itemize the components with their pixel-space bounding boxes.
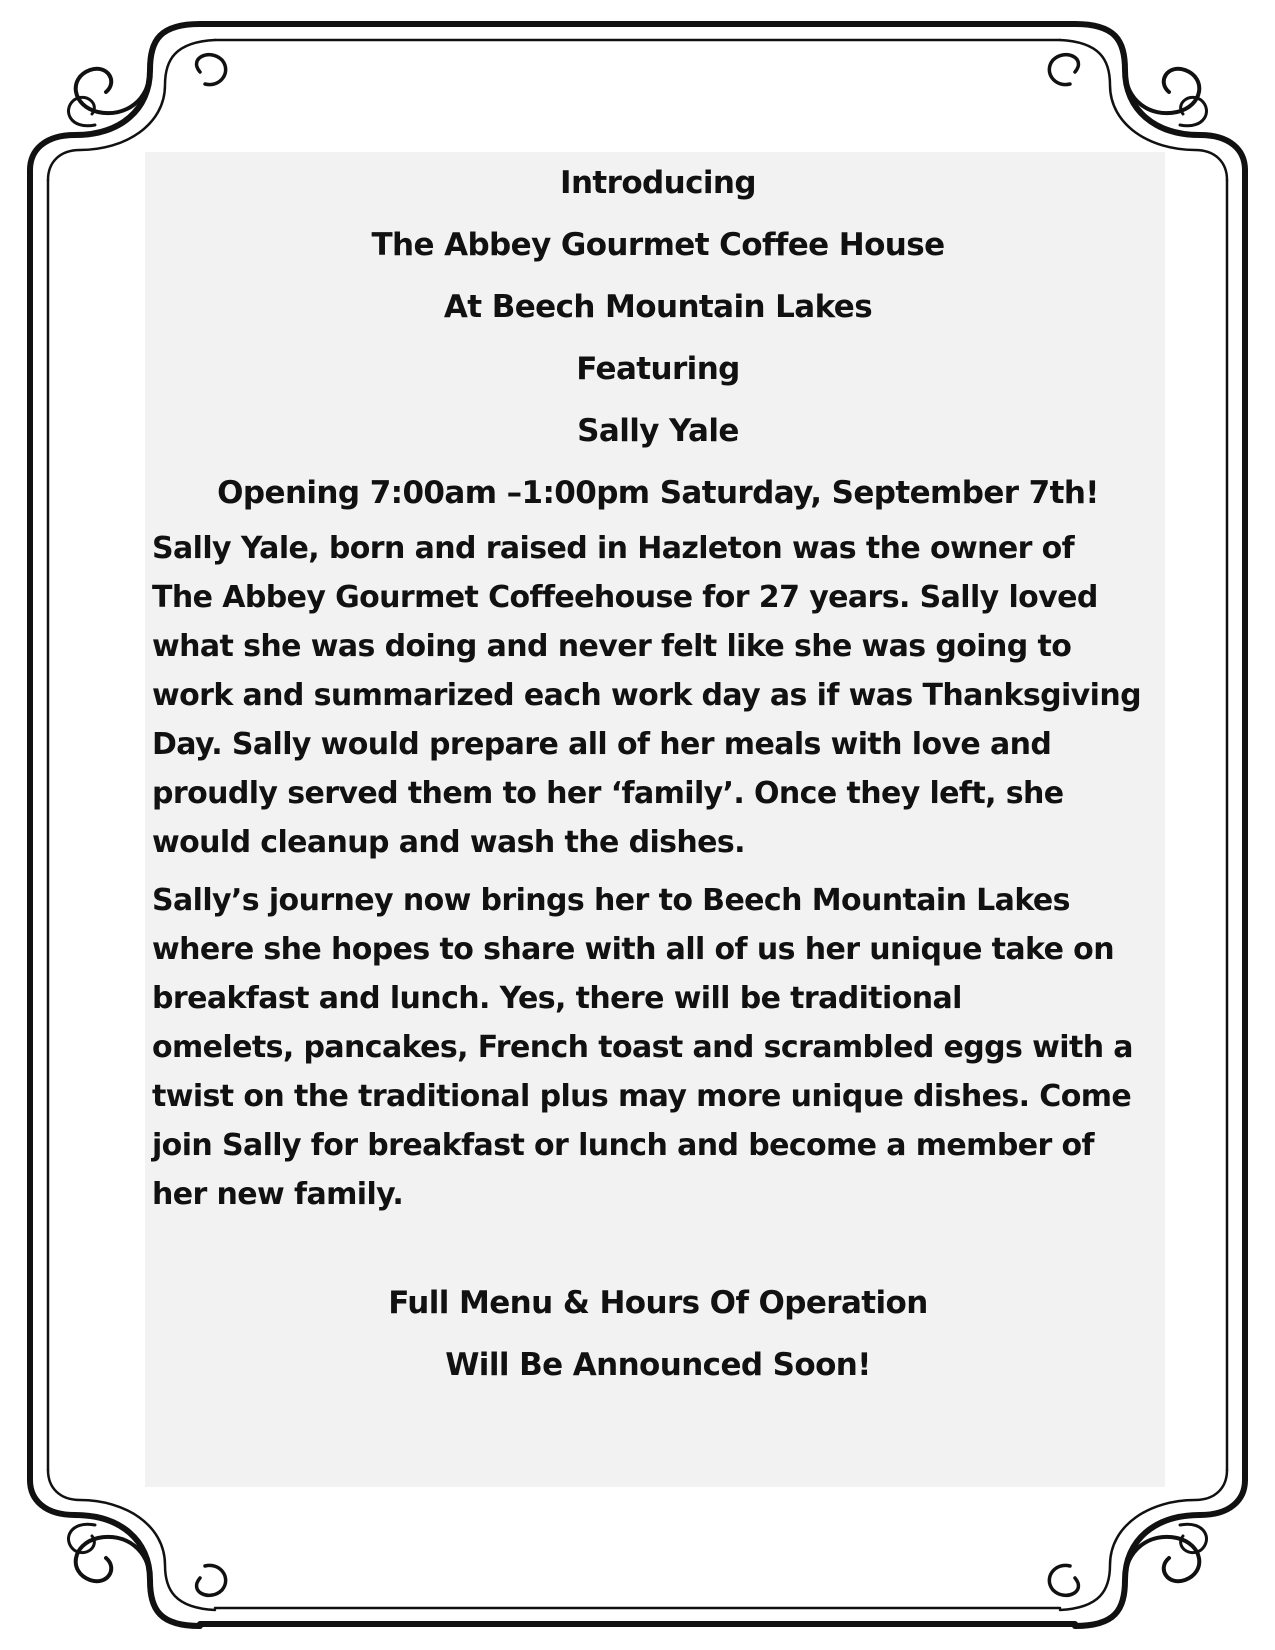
paragraph-line: would cleanup and wash the dishes.	[152, 825, 745, 860]
heading-line-location: At Beech Mountain Lakes	[443, 289, 873, 325]
heading-line-featured-person: Sally Yale	[577, 413, 739, 449]
footer-line-announced-soon: Will Be Announced Soon!	[445, 1347, 871, 1383]
paragraph-line: join Sally for breakfast or lunch and become a member of	[152, 1128, 1094, 1163]
paragraph-line: her new family.	[152, 1177, 404, 1212]
footer-line-menu-hours: Full Menu & Hours Of Operation	[388, 1285, 928, 1321]
paragraph-line: The Abbey Gourmet Coffeehouse for 27 years. Sally loved	[152, 580, 1098, 615]
paragraph-line: omelets, pancakes, French toast and scrambled eggs with a	[152, 1030, 1133, 1065]
heading-block	[152, 152, 1164, 524]
paragraph-line: twist on the traditional plus may more unique dishes. Come	[152, 1079, 1132, 1114]
paragraph-line: Day. Sally would prepare all of her meals with love and	[152, 727, 1052, 762]
corner-flourish-bottom-left	[30, 1470, 226, 1626]
paragraph-line: proudly served them to her ‘family’. Once they left, she	[152, 776, 1064, 811]
paragraph-line: breakfast and lunch. Yes, there will be traditional	[152, 981, 962, 1016]
paragraph-line: where she hopes to share with all of us her unique take on	[152, 932, 1114, 967]
paragraph-history	[152, 524, 1164, 867]
paragraph-line: what she was doing and never felt like she was going to	[152, 629, 1072, 664]
paragraph-line: Sally Yale, born and raised in Hazleton was the owner of	[152, 531, 1075, 566]
paragraph-line: Sally’s journey now brings her to Beech Mountain Lakes	[152, 883, 1070, 918]
corner-flourish-bottom-right	[1049, 1470, 1245, 1626]
flyer-content	[152, 152, 1164, 1396]
heading-line-opening-time: Opening 7:00am –1:00pm Saturday, September 7th!	[217, 475, 1099, 511]
heading-line-featuring: Featuring	[576, 351, 740, 387]
paragraph-line: work and summarized each work day as if was Thanksgiving	[152, 678, 1141, 713]
heading-line-business-name: The Abbey Gourmet Coffee House	[371, 227, 945, 263]
paragraph-journey	[152, 876, 1164, 1219]
footer-announcement	[152, 1272, 1164, 1396]
heading-line-introducing: Introducing	[560, 165, 756, 201]
